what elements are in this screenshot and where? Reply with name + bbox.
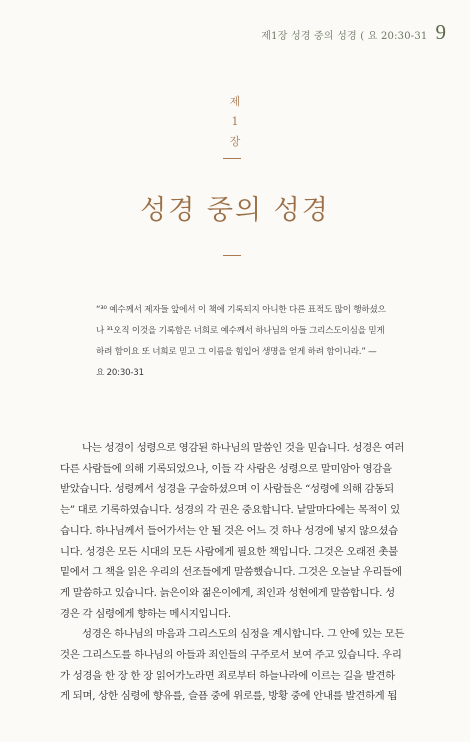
page-number: 9	[435, 20, 446, 44]
quote-line: 하려 함이요 또 너희로 믿고 그 이름을 힘입어 생명을 얻게 하려 함이니라.” —	[96, 347, 377, 357]
running-title: 제1장 성경 중의 성경 ( 요 20:30-31	[261, 31, 428, 42]
body-line: 게 말씀하고 있습니다. 늙은이와 젊은이에게, 죄인과 성현에게 말씀합니다. 성	[60, 586, 395, 599]
chapter-label	[0, 92, 470, 152]
body-line: 니다. 성경은 모든 시대의 모든 사람에게 필요한 책입니다. 그것은 오래전 촛불	[60, 545, 398, 558]
body-line: 습니다. 하나님께서 들어가서는 안 될 것은 어느 것 하나 성경에 넣지 않으셨습	[60, 524, 398, 537]
running-header	[261, 20, 446, 45]
chapter-label-char: 장	[229, 135, 241, 148]
body-line: 나는 성경이 성령으로 영감된 하나님의 말씀인 것을 믿습니다. 성경은 여러	[82, 442, 405, 454]
body-line: 밑에서 그 책을 읽은 우리의 선조들에게 말씀했습니다. 그것은 오늘날 우리들에	[60, 566, 402, 579]
body-line: 경은 각 심령에게 향하는 메시지입니다.	[60, 607, 231, 620]
body-text	[60, 438, 418, 707]
chapter-title: 성경 중의 성경	[140, 195, 330, 226]
body-line: 성경은 하나님의 마음과 그리스도의 심정을 계시합니다. 그 안에 있는 모든	[82, 628, 405, 641]
body-line: 는” 대로 기록하였습니다. 성경의 각 권은 중요합니다. 낱말마다에는 목적이 있	[60, 504, 400, 517]
body-line: 다른 사람들에 의해 기록되었으나, 이들 각 사람은 성령으로 말미암아 영감을	[60, 462, 392, 475]
body-line: 게 되며, 상한 심령에 향유를, 슬픔 중에 위로를, 방황 중에 안내를 발견하게 됩	[60, 690, 398, 703]
quote-line: “³⁰ 예수께서 제자들 앞에서 이 책에 기록되지 아니한 다른 표적도 많이 행하셨으	[96, 305, 386, 315]
chapter-label-char: 제	[229, 95, 241, 108]
body-line: 받았습니다. 성령께서 성경을 구술하셨으며 이 사람들은 “성령에 의해 감동되	[60, 483, 394, 496]
body-line: 것은 그리스도를 하나님의 아들과 죄인들의 구주로서 보여 주고 있습니다. 우리	[60, 649, 402, 662]
scripture-quote	[96, 300, 416, 384]
chapter-divider	[223, 158, 241, 159]
chapter-label-char: 1	[231, 115, 239, 128]
title-divider	[223, 255, 241, 256]
quote-line: 나 ³¹오직 이것을 기록함은 너희로 예수께서 하나님의 아들 그리스도이심을 믿게	[96, 326, 385, 336]
quote-reference: 요 20:30-31	[96, 368, 144, 378]
body-line: 가 성경을 한 장 한 장 읽어가노라면 죄로부터 하늘나라에 이르는 길을 발견하	[60, 669, 395, 682]
